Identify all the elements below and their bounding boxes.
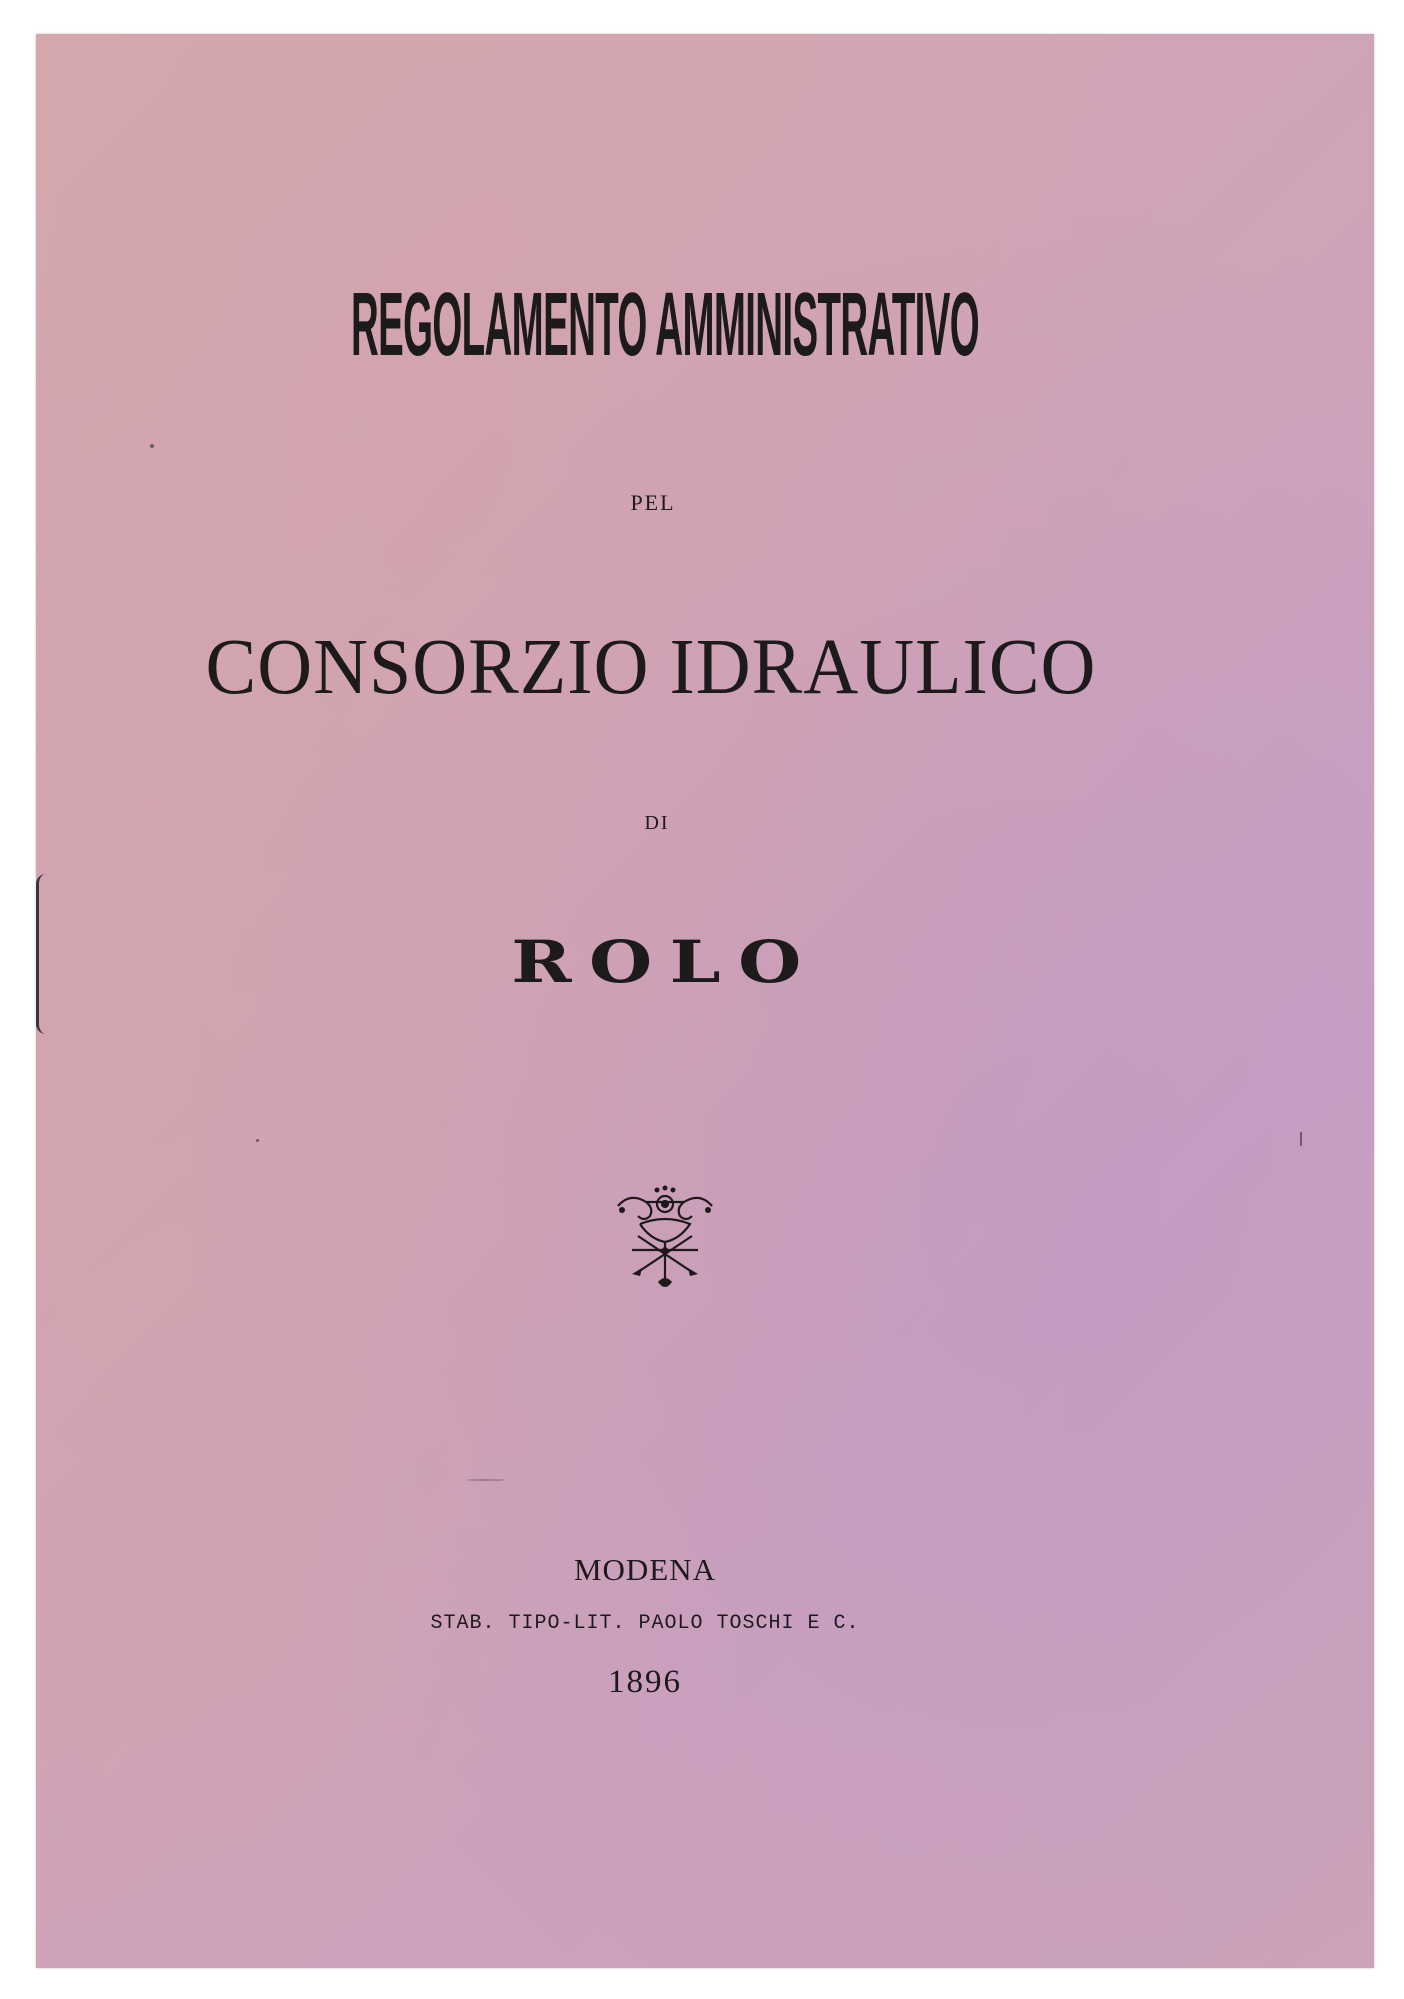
paper-speck bbox=[256, 1139, 259, 1142]
paper-speck bbox=[466, 1479, 506, 1481]
booklet-cover bbox=[36, 34, 1374, 1968]
paper-speck bbox=[1300, 1132, 1302, 1146]
title-consorzio: CONSORZIO IDRAULICO bbox=[205, 622, 1097, 712]
printer-ornament-icon bbox=[610, 1184, 720, 1294]
title-rolo: ROLO bbox=[511, 928, 819, 996]
imprint-city: MODENA bbox=[573, 1552, 717, 1587]
connector-pel: PEL bbox=[630, 490, 676, 515]
connector-di: DI bbox=[644, 812, 670, 834]
imprint-year: 1896 bbox=[608, 1664, 682, 1700]
title-regolamento: REGOLAMENTO AMMINISTRATIVO bbox=[350, 275, 980, 376]
imprint-printer: STAB. TIPO-LIT. PAOLO TOSCHI E C. bbox=[430, 1612, 860, 1635]
paper-speck bbox=[150, 444, 154, 448]
